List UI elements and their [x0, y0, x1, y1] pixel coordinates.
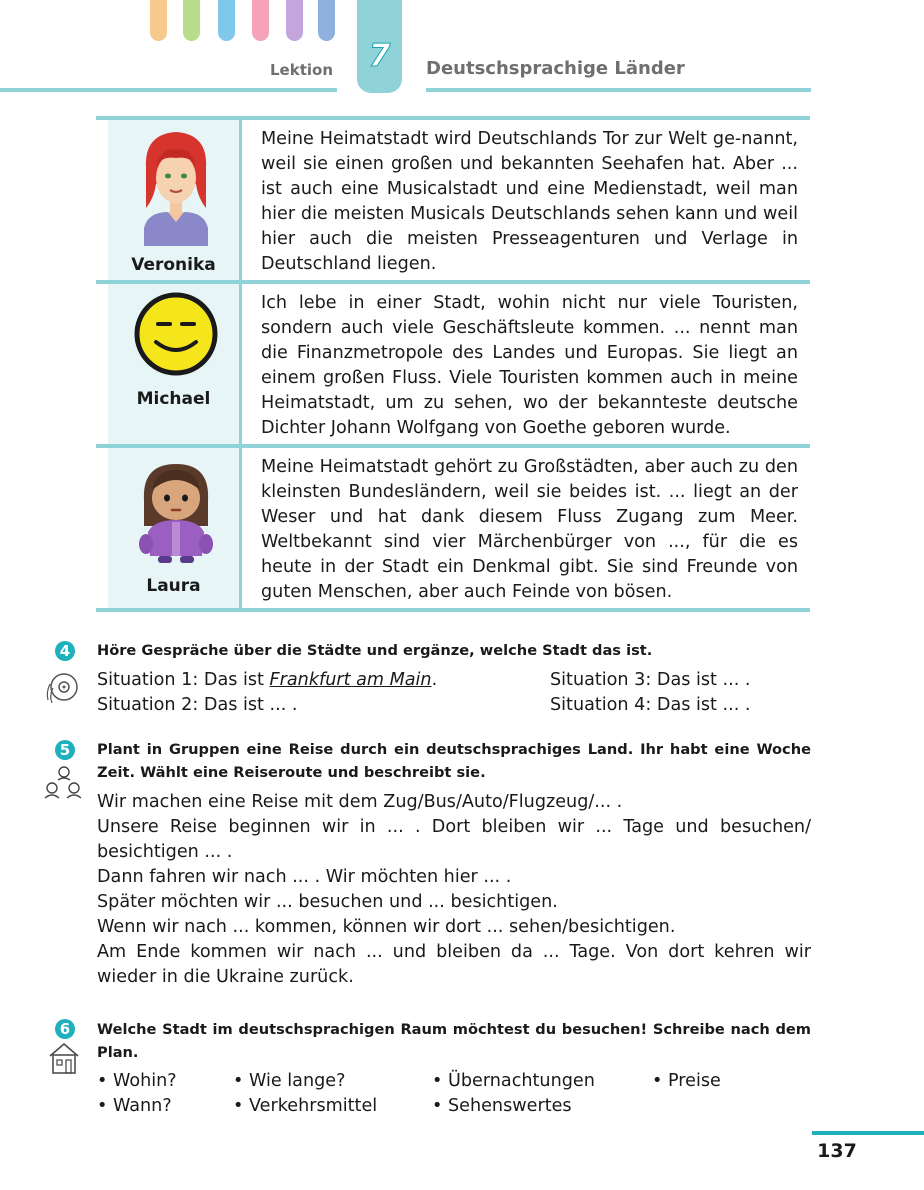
- text-line: Dann fahren wir nach ... . Wir möchten hier ... .: [97, 867, 512, 887]
- color-stripe: [286, 0, 303, 41]
- plan-item: • Wie lange?: [233, 1071, 346, 1091]
- girl-in-purple-coat-icon: [134, 460, 218, 564]
- header-rule-right: [426, 88, 811, 92]
- plan-item: • Übernachtungen: [432, 1071, 595, 1091]
- red-haired-girl-icon: [140, 128, 212, 246]
- person-text: Meine Heimatstadt gehört zu Großstädten, aber auch zu den kleinsten Bundesländern, weil sie beides ist. ... liegt an der Weser und hat dank diesem Fluss Zugang zum Meer. Weltbekannt sind vier Märchenbürger von ..., für die es heute in der Stadt ein Denkmal gibt. Sie sind Freunde von guten Menschen, aber auch Feinde von bösen.: [261, 457, 798, 602]
- situation-1-answer: Frankfurt am Main: [269, 670, 432, 690]
- person-name: Laura: [146, 576, 201, 596]
- plan-item: • Preise: [652, 1071, 721, 1091]
- situation-2: Situation 2: Das ist ... .: [97, 695, 298, 715]
- plan-item: • Verkehrsmittel: [233, 1096, 378, 1116]
- plan-item: • Wohin?: [97, 1071, 177, 1091]
- task-5-text: [97, 790, 811, 990]
- footer-rule: [812, 1131, 924, 1135]
- task-number-badge: 6: [55, 1019, 75, 1039]
- table-row: [96, 448, 810, 608]
- task-title: Höre Gespräche über die Städte und ergänze, welche Stadt das ist.: [97, 642, 653, 659]
- text-line: Unsere Reise beginnen wir in ... . Dort bleiben wir ... Tage und besuchen/ besichtigen ... .: [97, 817, 811, 862]
- situation-1: [97, 668, 437, 693]
- task-number-badge: 4: [55, 641, 75, 661]
- task-title: Welche Stadt im deutschsprachigen Raum möchtest du besuchen! Schreibe nach dem Plan.: [97, 1021, 811, 1061]
- page-number: 137: [817, 1140, 857, 1162]
- color-stripe: [318, 0, 335, 41]
- text-line: Wir machen eine Reise mit dem Zug/Bus/Auto/Flugzeug/... .: [97, 792, 623, 812]
- chapter-title: Deutschsprachige Länder: [426, 58, 685, 79]
- color-stripe: [252, 0, 269, 41]
- person-name: Veronika: [131, 255, 216, 275]
- header-rule-left: [0, 88, 337, 92]
- person-text: Ich lebe in einer Stadt, wohin nicht nur viele Touristen, sondern auch viele Geschäftsleute kommen. ... nennt man die Finanzmetropole des Landes und Europas. Sie liegt an einem großen Fluss. Viele Touristen kommen auch in meine Heimatstadt, um zu sehen, wo der bekannteste deutsche Dichter Johann Wolfgang von Goethe geboren wurde.: [261, 293, 798, 438]
- plan-item: • Wann?: [97, 1096, 172, 1116]
- column-divider: [239, 284, 242, 444]
- text-line: Wenn wir nach ... kommen, können wir dort ... sehen/besichtigen.: [97, 917, 676, 937]
- lesson-label: Lektion: [270, 61, 334, 79]
- task-number-badge: 5: [55, 740, 75, 760]
- plan-item: • Sehenswertes: [432, 1096, 572, 1116]
- person-text: Meine Heimatstadt wird Deutschlands Tor zur Welt ge-nannt, weil sie einen großen und bekannten Seehafen hat. Aber ... ist auch eine Musicalstadt und eine Medienstadt, weil man hier die meisten Musicals Deutschlands sehen kann und weil hier auch die meisten Presseagenturen und Verlage in Deutschland liegen.: [261, 129, 798, 274]
- color-stripe: [150, 0, 167, 41]
- text-line: Später möchten wir ... besuchen und ... besichtigen.: [97, 892, 558, 912]
- text-line: Am Ende kommen wir nach ... und bleiben da ... Tage. Von dort kehren wir wieder in die Ukraine zurück.: [97, 942, 811, 987]
- color-stripe: [183, 0, 200, 41]
- table-row: [96, 284, 810, 444]
- task-title: Plant in Gruppen eine Reise durch ein deutschsprachiges Land. Ihr habt eine Woche Zeit. Wählt eine Reiseroute und beschreibt sie.: [97, 741, 811, 781]
- situation-1-prefix: Situation 1: Das ist: [97, 670, 270, 690]
- house-writing-icon: [46, 1040, 82, 1076]
- person-name: Michael: [136, 389, 211, 409]
- lesson-number: 7: [368, 38, 391, 74]
- situation-1-suffix: .: [431, 670, 438, 690]
- group-work-icon: [42, 764, 86, 800]
- table-rule: [96, 608, 810, 612]
- situation-3: Situation 3: Das ist ... .: [550, 670, 751, 690]
- situation-4: Situation 4: Das ist ... .: [550, 695, 751, 715]
- cd-audio-icon: [44, 670, 80, 706]
- table-row: [96, 120, 810, 280]
- column-divider: [239, 448, 242, 608]
- smiley-face-icon: [134, 292, 218, 376]
- color-stripe: [218, 0, 235, 41]
- column-divider: [239, 120, 242, 280]
